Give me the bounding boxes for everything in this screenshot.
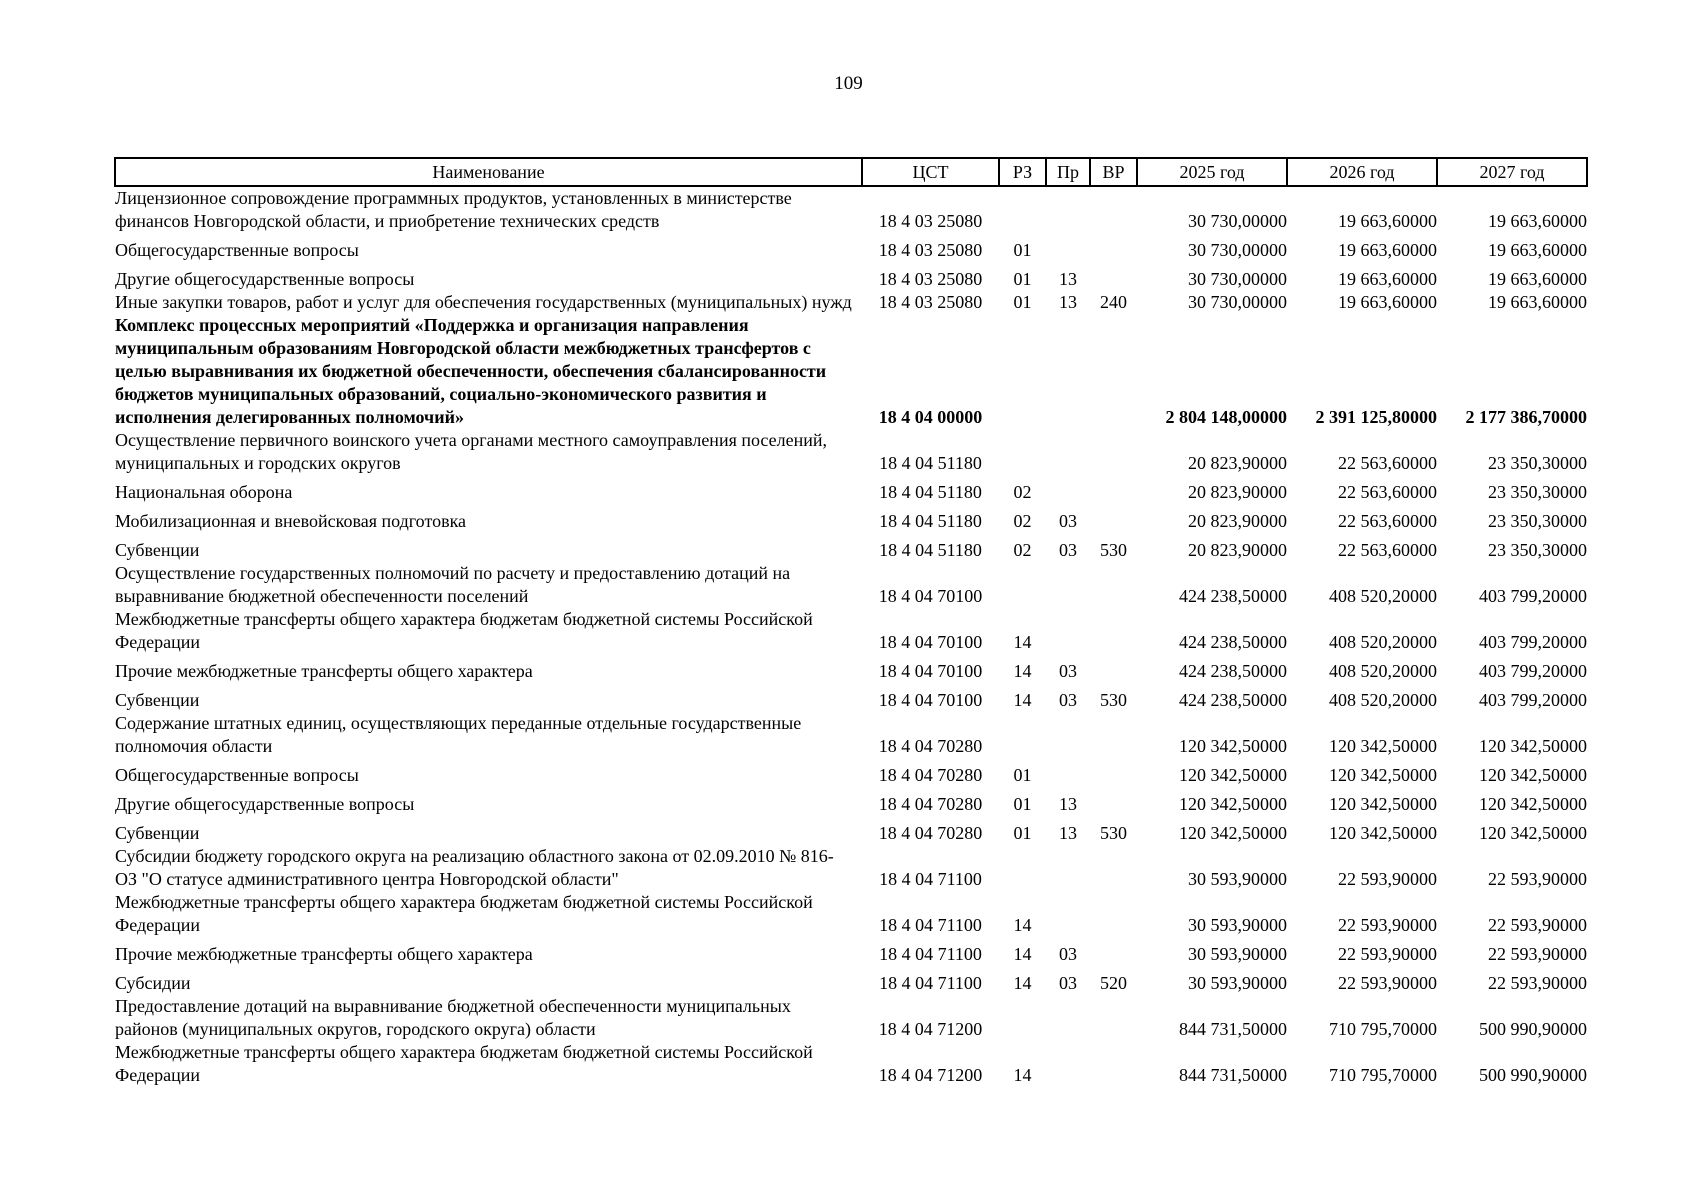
cell-pr (1046, 1041, 1090, 1087)
cell-vr (1090, 1041, 1137, 1087)
cell-pr: 13 (1059, 794, 1077, 814)
cell-year-2027: 22 593,90000 (1488, 973, 1587, 993)
cell-year-2025: 120 342,50000 (1179, 823, 1287, 843)
cell-name: Иные закупки товаров, работ и услуг для обеспечения государственных (муниципальных) нужд (115, 292, 852, 312)
cell-name: Мобилизационная и вневойсковая подготовка (115, 511, 467, 531)
cell-year-2025: 20 823,90000 (1188, 453, 1287, 473)
cell-year-2026: 19 663,60000 (1338, 240, 1437, 260)
cell-year-2027: 500 990,90000 (1479, 1065, 1587, 1085)
cell-rz: 02 (1013, 540, 1032, 560)
cell-year-2025: 30 730,00000 (1188, 292, 1287, 312)
cell-year-2026: 408 520,20000 (1329, 586, 1437, 606)
cell-rz: 02 (1013, 511, 1032, 531)
cell-name: Субсидии (115, 973, 191, 993)
cell-rz: 02 (1013, 482, 1032, 502)
cell-rz (999, 712, 1046, 758)
cell-cst: 18 4 04 70100 (878, 586, 983, 606)
cell-cst: 18 4 04 51180 (879, 511, 982, 531)
cell-year-2027: 19 663,60000 (1488, 240, 1587, 260)
cell-cst: 18 4 04 71100 (879, 915, 982, 935)
table-row (115, 712, 1587, 758)
cell-name: Субвенции (115, 690, 200, 710)
cell-rz (999, 562, 1046, 608)
cell-cst: 18 4 03 25080 (878, 269, 983, 289)
cell-year-2027: 120 342,50000 (1479, 765, 1587, 785)
cell-cst: 18 4 04 70280 (878, 736, 983, 756)
cell-pr (1046, 233, 1090, 262)
cell-year-2026: 19 663,60000 (1338, 292, 1437, 312)
table-row (115, 233, 1587, 262)
cell-year-2026: 408 520,20000 (1329, 632, 1437, 652)
cell-year-2025: 30 730,00000 (1188, 240, 1287, 260)
cell-vr (1090, 891, 1137, 937)
cell-vr: 530 (1100, 540, 1127, 560)
cell-name: Осуществление государственных полномочий по расчету и предоставлению дотаций на выравнивание бюджетной обеспеченности поселений (115, 563, 791, 606)
cell-year-2026: 120 342,50000 (1329, 794, 1437, 814)
cell-year-2025: 20 823,90000 (1188, 540, 1287, 560)
table-row (115, 995, 1587, 1041)
cell-year-2026: 22 593,90000 (1338, 973, 1437, 993)
cell-name: Субсидии бюджету городского округа на реализацию областного закона от 02.09.2010 № 816-ОЗ "О статусе административного центра Новгородской области" (115, 846, 834, 889)
cell-rz: 14 (1013, 915, 1032, 935)
cell-rz: 14 (1013, 661, 1032, 681)
cell-name: Субвенции (115, 540, 200, 560)
cell-rz (999, 845, 1046, 891)
table-row (115, 186, 1587, 233)
cell-pr: 03 (1059, 511, 1077, 531)
cell-cst: 18 4 04 70100 (878, 690, 983, 710)
cell-pr: 03 (1059, 973, 1077, 993)
cell-rz: 01 (1013, 269, 1032, 289)
cell-rz (999, 429, 1046, 475)
cell-pr (1046, 891, 1090, 937)
table-row (115, 845, 1587, 891)
cell-name: Лицензионное сопровождение программных продуктов, установленных в министерстве финансов Новгородской области, и приобретение технических средств (115, 188, 792, 231)
cell-year-2027: 19 663,60000 (1488, 292, 1587, 312)
cell-vr (1090, 654, 1137, 683)
table-row (115, 654, 1587, 683)
cell-rz (999, 995, 1046, 1041)
table-row (115, 1041, 1587, 1087)
cell-vr (1090, 712, 1137, 758)
cell-rz: 14 (1013, 973, 1032, 993)
table-body (115, 186, 1587, 1087)
table-row (115, 291, 1587, 314)
cell-year-2026: 22 593,90000 (1338, 915, 1437, 935)
cell-year-2025: 30 730,00000 (1188, 211, 1287, 231)
cell-year-2027: 403 799,20000 (1479, 586, 1587, 606)
cell-year-2026: 22 563,60000 (1338, 511, 1437, 531)
cell-year-2025: 30 593,90000 (1188, 973, 1287, 993)
table-row (115, 683, 1587, 712)
cell-vr (1090, 429, 1137, 475)
cell-year-2025: 20 823,90000 (1188, 511, 1287, 531)
cell-cst: 18 4 04 70280 (878, 794, 983, 814)
cell-year-2025: 424 238,50000 (1179, 586, 1287, 606)
table-row (115, 816, 1587, 845)
cell-name: Предоставление дотаций на выравнивание бюджетной обеспеченности муниципальных районов (муниципальных округов, городского округа) области (115, 996, 791, 1039)
cell-rz: 14 (1013, 690, 1032, 710)
cell-year-2026: 22 563,60000 (1338, 482, 1437, 502)
cell-cst: 18 4 04 71200 (878, 1019, 983, 1039)
cell-year-2026: 120 342,50000 (1329, 736, 1437, 756)
cell-year-2027: 120 342,50000 (1479, 736, 1587, 756)
cell-rz (999, 186, 1046, 233)
cell-year-2027: 23 350,30000 (1488, 482, 1587, 502)
cell-name: Общегосударственные вопросы (115, 240, 359, 260)
cell-cst: 18 4 04 70280 (878, 765, 983, 785)
cell-year-2027: 23 350,30000 (1488, 453, 1587, 473)
table-row (115, 562, 1587, 608)
cell-vr (1090, 475, 1137, 504)
cell-year-2026: 2 391 125,80000 (1315, 407, 1437, 427)
cell-pr (1046, 186, 1090, 233)
cell-vr (1090, 937, 1137, 966)
cell-name: Осуществление первичного воинского учета органами местного самоуправления поселений, муниципальных и городских округов (115, 430, 828, 473)
budget-table (114, 157, 1588, 1087)
table-row (115, 475, 1587, 504)
cell-year-2027: 22 593,90000 (1488, 944, 1587, 964)
header-vr: ВР (1090, 158, 1137, 186)
cell-year-2026: 408 520,20000 (1329, 661, 1437, 681)
header-pr: Пр (1046, 158, 1090, 186)
header-year-2027: 2027 год (1437, 158, 1587, 186)
cell-name: Содержание штатных единиц, осуществляющих переданные отдельные государственные полномочия области (115, 713, 802, 756)
header-name: Наименование (115, 158, 862, 186)
cell-year-2025: 20 823,90000 (1188, 482, 1287, 502)
cell-pr: 03 (1059, 661, 1077, 681)
cell-year-2025: 120 342,50000 (1179, 736, 1287, 756)
cell-pr: 03 (1059, 690, 1077, 710)
cell-year-2025: 30 593,90000 (1188, 869, 1287, 889)
cell-rz: 01 (1013, 823, 1032, 843)
cell-name: Межбюджетные трансферты общего характера бюджетам бюджетной системы Российской Федерации (115, 609, 813, 652)
cell-cst: 18 4 04 00000 (878, 407, 983, 427)
table-row (115, 533, 1587, 562)
cell-name: Прочие межбюджетные трансферты общего характера (115, 944, 533, 964)
table-row (115, 891, 1587, 937)
cell-year-2027: 403 799,20000 (1479, 661, 1587, 681)
cell-vr (1090, 608, 1137, 654)
cell-rz: 01 (1013, 292, 1032, 312)
cell-rz: 01 (1013, 794, 1032, 814)
table-row (115, 758, 1587, 787)
cell-name: Межбюджетные трансферты общего характера бюджетам бюджетной системы Российской Федерации (115, 1042, 813, 1085)
cell-year-2025: 30 730,00000 (1188, 269, 1287, 289)
table-row (115, 937, 1587, 966)
cell-name: Прочие межбюджетные трансферты общего характера (115, 661, 533, 681)
cell-pr (1046, 712, 1090, 758)
cell-year-2025: 2 804 148,00000 (1165, 407, 1287, 427)
cell-year-2026: 22 593,90000 (1338, 944, 1437, 964)
cell-year-2026: 22 563,60000 (1338, 453, 1437, 473)
cell-cst: 18 4 04 70100 (878, 632, 983, 652)
cell-cst: 18 4 03 25080 (878, 292, 983, 312)
cell-year-2027: 22 593,90000 (1488, 869, 1587, 889)
cell-cst: 18 4 04 71100 (879, 973, 982, 993)
cell-year-2025: 120 342,50000 (1179, 794, 1287, 814)
cell-year-2025: 120 342,50000 (1179, 765, 1287, 785)
cell-year-2025: 844 731,50000 (1179, 1065, 1287, 1085)
cell-year-2027: 23 350,30000 (1488, 540, 1587, 560)
cell-year-2025: 424 238,50000 (1179, 661, 1287, 681)
header-cst: ЦСТ (862, 158, 999, 186)
cell-year-2026: 120 342,50000 (1329, 765, 1437, 785)
cell-year-2027: 19 663,60000 (1488, 211, 1587, 231)
cell-year-2026: 710 795,70000 (1329, 1065, 1437, 1085)
cell-year-2025: 424 238,50000 (1179, 690, 1287, 710)
cell-vr: 240 (1100, 292, 1127, 312)
cell-name: Субвенции (115, 823, 200, 843)
cell-rz: 14 (1013, 1065, 1032, 1085)
cell-cst: 18 4 04 71100 (879, 869, 982, 889)
cell-year-2026: 19 663,60000 (1338, 269, 1437, 289)
cell-cst: 18 4 04 70100 (878, 661, 983, 681)
cell-cst: 18 4 04 51180 (879, 540, 982, 560)
cell-rz: 01 (1013, 240, 1032, 260)
cell-cst: 18 4 03 25080 (878, 240, 983, 260)
cell-rz (999, 314, 1046, 429)
table-row (115, 787, 1587, 816)
cell-vr: 530 (1100, 823, 1127, 843)
cell-vr (1090, 314, 1137, 429)
cell-pr (1046, 562, 1090, 608)
cell-rz: 14 (1013, 632, 1032, 652)
cell-year-2027: 120 342,50000 (1479, 794, 1587, 814)
cell-year-2026: 408 520,20000 (1329, 690, 1437, 710)
cell-vr (1090, 233, 1137, 262)
cell-name: Межбюджетные трансферты общего характера бюджетам бюджетной системы Российской Федерации (115, 892, 813, 935)
table-row (115, 262, 1587, 291)
cell-pr (1046, 429, 1090, 475)
cell-year-2027: 19 663,60000 (1488, 269, 1587, 289)
cell-year-2025: 30 593,90000 (1188, 915, 1287, 935)
table-row (115, 608, 1587, 654)
cell-name: Другие общегосударственные вопросы (115, 269, 415, 289)
table-header-row (115, 158, 1587, 186)
cell-year-2025: 30 593,90000 (1188, 944, 1287, 964)
cell-year-2026: 22 563,60000 (1338, 540, 1437, 560)
cell-pr: 03 (1059, 944, 1077, 964)
cell-name: Комплекс процессных мероприятий «Поддержка и организация направления муниципальным образованиям Новгородской области межбюджетных трансфертов с целью выравнивания их бюджетной обеспеченности, обеспечения сбалансированности бюджетов муниципальных образований, социально-экономического развития и исполнения делегированных полномочий» (115, 315, 827, 427)
header-year-2025: 2025 год (1137, 158, 1287, 186)
cell-year-2027: 403 799,20000 (1479, 632, 1587, 652)
cell-cst: 18 4 04 51180 (879, 482, 982, 502)
cell-vr (1090, 504, 1137, 533)
cell-year-2027: 120 342,50000 (1479, 823, 1587, 843)
cell-cst: 18 4 04 71200 (878, 1065, 983, 1085)
cell-vr (1090, 787, 1137, 816)
cell-name: Другие общегосударственные вопросы (115, 794, 415, 814)
cell-year-2026: 19 663,60000 (1338, 211, 1437, 231)
table-row (115, 504, 1587, 533)
table-row (115, 966, 1587, 995)
cell-cst: 18 4 04 71100 (879, 944, 982, 964)
table-row (115, 429, 1587, 475)
table-row (115, 314, 1587, 429)
page-number: 109 (834, 73, 863, 94)
cell-rz: 01 (1013, 765, 1032, 785)
cell-year-2027: 2 177 386,70000 (1465, 407, 1587, 427)
cell-name: Общегосударственные вопросы (115, 765, 359, 785)
cell-vr (1090, 562, 1137, 608)
cell-pr (1046, 758, 1090, 787)
cell-pr (1046, 475, 1090, 504)
cell-year-2026: 120 342,50000 (1329, 823, 1437, 843)
cell-cst: 18 4 03 25080 (878, 211, 983, 231)
cell-name: Национальная оборона (115, 482, 293, 502)
cell-cst: 18 4 04 51180 (879, 453, 982, 473)
cell-vr: 530 (1100, 690, 1127, 710)
cell-year-2025: 424 238,50000 (1179, 632, 1287, 652)
cell-year-2027: 23 350,30000 (1488, 511, 1587, 531)
cell-year-2026: 710 795,70000 (1329, 1019, 1437, 1039)
cell-year-2027: 22 593,90000 (1488, 915, 1587, 935)
header-year-2026: 2026 год (1287, 158, 1437, 186)
cell-pr (1046, 845, 1090, 891)
cell-vr: 520 (1100, 973, 1127, 993)
cell-pr: 13 (1059, 269, 1077, 289)
cell-vr (1090, 995, 1137, 1041)
cell-pr (1046, 995, 1090, 1041)
cell-vr (1090, 845, 1137, 891)
cell-year-2027: 403 799,20000 (1479, 690, 1587, 710)
header-rz: РЗ (999, 158, 1046, 186)
cell-pr: 13 (1059, 823, 1077, 843)
cell-year-2025: 844 731,50000 (1179, 1019, 1287, 1039)
cell-vr (1090, 262, 1137, 291)
cell-cst: 18 4 04 70280 (878, 823, 983, 843)
cell-year-2026: 22 593,90000 (1338, 869, 1437, 889)
cell-vr (1090, 758, 1137, 787)
cell-pr: 13 (1059, 292, 1077, 312)
cell-year-2027: 500 990,90000 (1479, 1019, 1587, 1039)
cell-vr (1090, 186, 1137, 233)
cell-pr (1046, 608, 1090, 654)
cell-pr (1046, 314, 1090, 429)
cell-rz: 14 (1013, 944, 1032, 964)
cell-pr: 03 (1059, 540, 1077, 560)
